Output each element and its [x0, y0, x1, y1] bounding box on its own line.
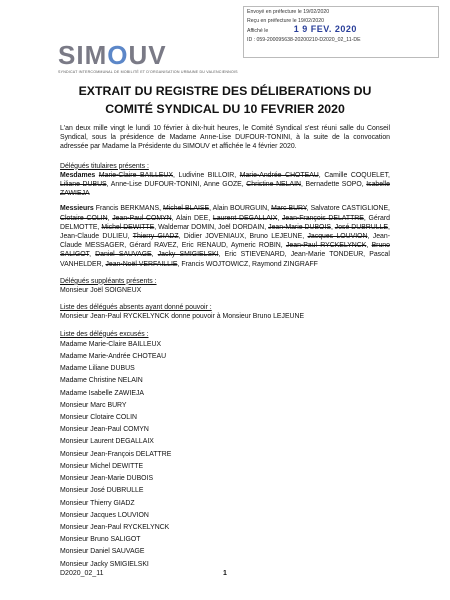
delegate-name: Jean-François DELATTRE	[281, 214, 364, 222]
excused-delegate: Monsieur Jean-Paul RYCKELYNCK	[60, 523, 170, 531]
mesdames-label: Mesdames	[60, 171, 96, 179]
excused-delegate: Madame Isabelle ZAWIEJA	[60, 389, 144, 397]
excused-delegate: Madame Marie-Claire BAILLEUX	[60, 340, 162, 348]
delegate-name: Marie-Andrée CHOTEAU	[239, 171, 319, 179]
title-line-1: EXTRAIT DU REGISTRE DES DÉLIBERATIONS DU	[78, 84, 372, 98]
intro-paragraph: L'an deux mille vingt le lundi 10 février à dix-huit heures, le Comité Syndical s'est réuni salle du Conseil Syndical, sous la présidence de Madame Anne-Lise DUFOUR-TONINI, à la suite de la convocation adressée par Madame la Présidente du SIMOUV et affichée le 4 février 2020.	[60, 125, 390, 151]
delegate-name: Daniel SAUVAGE	[95, 251, 152, 259]
delegate-name: Jacques LOUVION	[307, 233, 368, 241]
delegate-name: Christine NELAIN	[246, 181, 301, 189]
excused-delegate: Monsieur Jacques LOUVION	[60, 511, 149, 519]
delegate-name: Liliane DUBUS	[60, 181, 107, 189]
excused-delegate: Monsieur José DUBRULLE	[60, 487, 144, 495]
delegate-name: Camille COQUELET	[324, 171, 389, 179]
excused-delegate: Monsieur Jean-Paul COMYN	[60, 426, 149, 434]
delegate-name: Gérard DELMOTTE	[60, 214, 390, 231]
delegate-name: Jean-Claude MESSAGER	[60, 233, 390, 250]
delegate-name: Waldemar DOMIN	[158, 223, 215, 231]
stamp-posted-line	[247, 25, 435, 36]
titulaires-heading: Délégués titulaires présents :	[60, 162, 149, 170]
pouvoirs-text: Monsieur Jean-Paul RYCKELYNCK donne pouvoir à Monsieur Bruno LEJEUNE	[60, 313, 305, 321]
delegate-name: Michel DEWITTE	[101, 223, 155, 231]
delegate-name: Aymeric ROBIN	[230, 242, 281, 250]
delegate-name: Eric STIEVENARD	[224, 251, 285, 259]
pouvoirs-heading: Liste des délégués absents ayant donné pouvoir :	[60, 304, 212, 312]
document-title	[60, 82, 390, 118]
mesdames-list: Mesdames Marie-Claire BAILLEUX, Ludivine BILLOIR, Marie-Andrée CHOTEAU, Camille COQUELET, Liliane DUBUS, Anne-Lise DUFOUR-TONINI, Anne GOZE, Christine NELAIN, Bernadette SOPO, Isabelle ZAWIEJA	[60, 171, 390, 198]
simouv-logo: SIMOUV	[58, 40, 167, 70]
excused-delegate: Monsieur Michel DEWITTE	[60, 462, 144, 470]
delegate-name: José DUBRULLE	[334, 223, 389, 231]
delegate-name: Francis WOJTOWICZ	[181, 260, 249, 268]
delegate-name: Joël DORDAIN	[217, 223, 265, 231]
delegate-name: Isabelle ZAWIEJA	[60, 181, 390, 198]
delegate-name: Bruno LEJEUNE	[249, 233, 303, 241]
excused-delegate: Monsieur Laurent DEGALLAIX	[60, 438, 154, 446]
excused-delegate: Monsieur Bruno SALIGOT	[60, 536, 141, 544]
delegate-name: Didier JOVENIAUX	[183, 233, 245, 241]
logo-tagline: SYNDICAT INTERCOMMUNAL DE MOBILITÉ ET D'ORGANISATION URBAINE DU VALENCIENNOIS	[58, 70, 238, 74]
delegate-name: Jean-Paul COMYN	[112, 214, 172, 222]
excuses-list	[60, 339, 390, 571]
delegate-name: Bruno SALIGOT	[60, 242, 390, 259]
delegate-name: Ludivine BILLOIR	[178, 171, 235, 179]
delegate-name: Clotaire COLIN	[60, 214, 108, 222]
excused-delegate: Madame Marie-Andrée CHOTEAU	[60, 353, 167, 361]
messieurs-label: Messieurs	[60, 205, 94, 213]
stamp-received-line: Reçu en préfecture le 19/02/2020	[247, 17, 325, 24]
delegate-name: Alain BOURGUIN	[212, 205, 268, 213]
delegate-name: Michel BLAISE	[163, 205, 210, 213]
delegate-name: Jean-Marie TONDEUR	[290, 251, 364, 259]
excused-delegate: Monsieur Jean-Marie DUBOIS	[60, 475, 154, 483]
messieurs-list: Messieurs Francis BERKMANS, Michel BLAISE, Alain BOURGUIN, Marc BURY, Salvatore CASTIGLIONE, Clotaire COLIN, Jean-Paul COMYN, Alain DEE, Laurent DEGALLAIX, Jean-François DELATTRE, Gérard DELMOTTE, Michel DEWITTE, Waldemar DOMIN, Joël DORDAIN, Jean-Marie DUBOIS, José DUBRULLE, Jean-Claude DULIEU, Thierry GIADZ, Didier JOVENIAUX, Bruno LEJEUNE, Jacques LOUVION, Jean-Claude MESSAGER, Gérard RAVEZ, Eric RENAUD, Aymeric ROBIN, Jean-Paul RYCKELYNCK, Bruno SALIGOT, Daniel SAUVAGE, Jacky SMIGIELSKI, Eric STIEVENARD, Jean-Marie TONDEUR, Pascal VANHELDER, Jean-Noël VERFAILLIE, Francis WOJTOWICZ, Raymond ZINGRAFF	[60, 205, 390, 268]
excused-delegate: Madame Liliane DUBUS	[60, 365, 135, 373]
excused-delegate: Monsieur Jean-François DELATTRE	[60, 450, 172, 458]
delegate-name: Jean-Claude DULIEU	[60, 233, 128, 241]
excused-delegate: Monsieur Clotaire COLIN	[60, 414, 137, 422]
delegate-name: Jean-Marie DUBOIS	[268, 223, 331, 231]
excused-delegate: Madame Christine NELAIN	[60, 377, 143, 385]
document-reference: D2020_02_11	[60, 570, 104, 577]
delegate-name: Francis BERKMANS	[95, 205, 160, 213]
page-number: 1	[223, 570, 227, 577]
delegate-name: Bernadette SOPO	[305, 181, 362, 189]
delegate-name: Laurent DEGALLAIX	[212, 214, 278, 222]
delegate-name: Gérard RAVEZ	[129, 242, 177, 250]
stamp-posted-date: 1 9 FEV. 2020	[293, 24, 357, 34]
stamp-posted-label: Affiché le	[247, 28, 269, 34]
delegate-name: Jacky SMIGIELSKI	[157, 251, 219, 259]
delegate-name: Jean-Paul RYCKELYNCK	[285, 242, 367, 250]
delegate-name: Eric RENAUD	[181, 242, 227, 250]
excused-delegate: Monsieur Jacky SMIGIELSKI	[60, 560, 149, 568]
suppleants-text: Monsieur Joël SOIGNEUX	[60, 287, 142, 295]
stamp-id-line: ID : 059-200095638-20200210-D2020_02_11-DE	[247, 36, 361, 43]
delegate-name: Thierry GIADZ	[132, 233, 179, 241]
delegate-name: Salvatore CASTIGLIONE	[310, 205, 389, 213]
delegate-name: Jean-Noël VERFAILLIE	[105, 260, 178, 268]
delegate-name: Anne-Lise DUFOUR-TONINI	[110, 181, 200, 189]
delegate-name: Marc BURY	[271, 205, 307, 213]
delegate-name: Pascal VANHELDER	[60, 251, 390, 268]
delegate-name: Marie-Claire BAILLEUX	[98, 171, 173, 179]
delegate-name: Raymond ZINGRAFF	[252, 260, 318, 268]
excused-delegate: Monsieur Marc BURY	[60, 401, 127, 409]
excuses-heading: Liste des délégués excusés :	[60, 330, 149, 338]
delegate-name: Anne GOZE	[203, 181, 242, 189]
suppleants-heading: Délégués suppléants présents :	[60, 277, 157, 285]
document-body	[60, 124, 390, 571]
excused-delegate: Monsieur Thierry GIADZ	[60, 499, 135, 507]
delegate-name: Alain DEE	[175, 214, 209, 222]
stamp-sent-line: Envoyé en préfecture le 19/02/2020	[247, 9, 330, 15]
prefecture-stamp	[243, 6, 439, 58]
title-line-2: COMITÉ SYNDICAL DU 10 FEVRIER 2020	[105, 102, 345, 116]
excused-delegate: Monsieur Daniel SAUVAGE	[60, 548, 145, 556]
